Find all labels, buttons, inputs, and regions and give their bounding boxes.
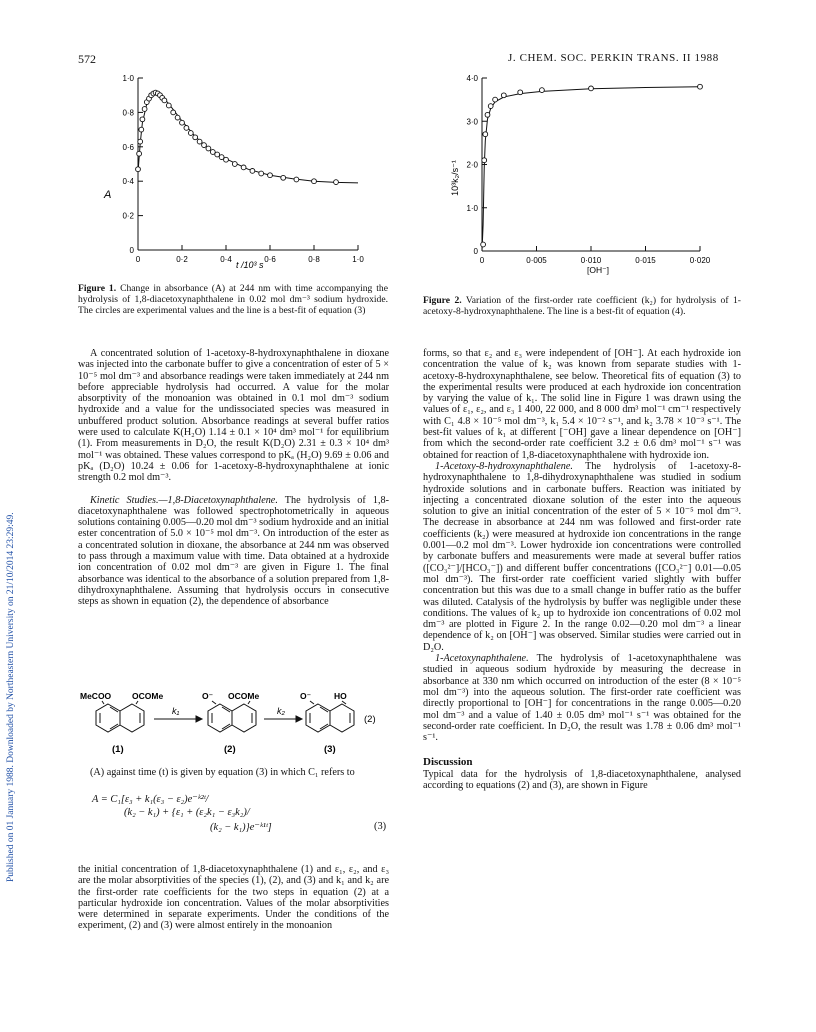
f2-y-tick-label: 4·0 — [466, 74, 478, 83]
figure-2-axes — [482, 78, 700, 251]
f1-data-point — [334, 180, 339, 185]
f1-data-point — [193, 135, 198, 140]
paragraph-absorptivities: the initial concentration of 1,8-diacetoxynaphthalene (1) and ε₁, ε₂, and ε₃ are the molar absorptivities of the species (1), (2), and (3) and k₁ and k₂ are the first-order rate coefficients for the two steps in equation (2) at a particular hydroxide ion concentration. Values of the molar absorptivities were determined in separate experiments. Under the conditions of the experiment, (2) and (3) were almost entirely in the monoanion — [78, 864, 389, 932]
reaction-scheme — [78, 690, 398, 758]
discussion-heading: Discussion — [423, 756, 473, 769]
paragraph-kinetic-studies — [78, 495, 389, 608]
f2-x-tick-label: 0·005 — [526, 256, 547, 265]
f1-data-point — [224, 157, 229, 162]
f2-fit-path — [482, 87, 700, 251]
scheme-2-right-label: OCOMe — [228, 691, 260, 701]
equation-3-line-3: (k₂ − k₁)}e⁻ᵏ¹ᵗ] — [210, 822, 272, 833]
left-column-upper — [78, 348, 389, 608]
figure-1-caption-text: Change in absorbance (A) at 244 nm with time accompanying the hydrolysis of 1,8-diacetoxynaphthalene in 0.02 mol dm⁻³ sodium hydroxide. The circles are experimental values and the line is a best-fit of equation (3) — [78, 283, 388, 316]
figure-1-points — [136, 90, 339, 184]
acetoxy-hydroxy-text: The hydrolysis of 1-acetoxy-8-hydroxynaphthalene to 1,8-dihydroxynaphthalene was studied in sodium hydroxide solutions and in carbonate buffers. Reaction was initiated by injecting a concentrated dioxane solution of the ester into the aqueous solution to give an initial concentration of the ester of 5 × 10⁻⁵ mol dm⁻³. The decrease in absorbance at 244 nm was followed and first-order rate coefficients (k₂) were measured at hydroxide ion concentrations in the range 0.001—0.2 mol dm⁻³. Lower hydroxide ion concentrations were controlled by carbonate buffers and measurements were made at several buffer ratios ([CO₃²⁻]/[HCO₃⁻]) and different buffer concentrations ([CO₃²⁻] 0.01—0.05 mol dm⁻³). The first-order rate coefficient varied slightly with buffer concentration but this was due to a small change in buffer ratio as the buffer was diluted. Catalysis of the hydrolysis by buffer was negligible under these conditions. The values of k₂ up to hydroxide ion concentrations of 0.02 mol dm⁻³ are plotted in Figure 2. In the range 0.02—0.20 mol dm⁻³ a linear dependence of k₂ on [OH⁻] was observed. Similar studies were carried out in D₂O. — [423, 460, 741, 653]
equation-3-number: (3) — [374, 821, 387, 832]
kinetic-studies-text: The hydrolysis of 1,8-diacetoxynaphthalene was followed spectrophotometrically in aqueous solutions containing 0.005—0.20 mol dm⁻³ sodium hydroxide and an initial ester concentration of 5.0 × 10⁻⁵ mol dm⁻³. On introduction of the ester as a concentrated solution in dioxane, the absorbance at 244 nm was observed to pass through a maximum value with time. Data obtained at a hydroxide ion concentration of 0.02 mol dm⁻³ are given in Figure 1. The final absorbance was identical to the absorbance of a solution prepared from 1,8-dihydroxynaphthalene. Assuming that hydrolysis occurs in consecutive steps as shown in equation (2), the dependence of absorbance — [78, 494, 389, 608]
f2-x-tick-label: 0·020 — [689, 256, 711, 265]
f1-data-point — [241, 165, 246, 170]
figure-1-caption — [78, 284, 388, 316]
f2-data-point — [481, 242, 486, 247]
figure-1-chart — [96, 68, 376, 273]
paragraph-fits: forms, so that ε₂ and ε₃ were independent of [OH⁻]. At each hydroxide ion concentration the value of k₂ was known from separate studies with 1-acetoxy-8-hydroxynaphthalene, see below. Theoretical fits of equation (3) to the experimental results were produced at each hydroxide ion concentration by varying the value of k₁. The solid line in Figure 1 was drawn using the values of ε₁, ε₂, and ε₃ 1 400, 22 000, and 8 000 dm³ mol⁻¹ cm⁻¹ respectively with C₁ 4.8 × 10⁻⁵ mol dm⁻³, k₁ 5.4 × 10⁻² s⁻¹, and k₂ 3.78 × 10⁻³ s⁻¹. The best-fit values of k₁ at different [⁻OH] gave a linear dependence on [OH⁻] from which the second-order rate coefficient 3.2 ± 0.6 dm³ mol⁻¹ s⁻¹ was obtained for reaction of 1,8-diacetoxynaphthalene with hydroxide ion. — [423, 348, 741, 461]
f2-x-tick-label: 0 — [479, 256, 485, 265]
equation-3-line-1: A = C₁[ε₃ + k₁(ε₃ − ε₂)e⁻ᵏ²ᵗ/ — [92, 794, 209, 805]
f1-data-point — [232, 162, 237, 167]
figure-2-x-label: [OH⁻] — [587, 265, 609, 275]
scheme-1-right-label: OCOMe — [132, 691, 164, 701]
f2-data-point — [485, 112, 490, 117]
f1-data-point — [202, 143, 207, 148]
f1-data-point — [136, 167, 141, 172]
reaction-arrows — [154, 716, 302, 722]
figure-2-points — [481, 84, 703, 247]
f1-data-point — [312, 179, 317, 184]
f1-data-point — [206, 146, 211, 151]
f2-data-point — [483, 132, 488, 137]
f2-data-point — [698, 84, 703, 89]
f1-data-point — [166, 103, 171, 108]
scheme-3-left-label: O⁻ — [300, 691, 312, 701]
f1-x-tick-label: 0·4 — [220, 255, 232, 264]
f1-data-point — [175, 115, 180, 120]
acetoxy-title: 1-Acetoxynaphthalene. — [435, 653, 529, 665]
scheme-1-left-label: MeCOO — [80, 691, 112, 701]
f1-data-point — [184, 126, 189, 131]
naphthalene-2 — [208, 701, 256, 732]
left-column-lower — [78, 864, 389, 932]
figure-2-caption — [423, 296, 741, 318]
f1-x-tick-label: 1·0 — [352, 255, 364, 264]
f1-data-point — [180, 120, 185, 125]
figure-1-caption-label: Figure 1. — [78, 283, 117, 294]
equation-3 — [92, 793, 392, 845]
f2-data-point — [589, 86, 594, 91]
f1-data-point — [268, 173, 273, 178]
f1-data-point — [138, 139, 143, 144]
f1-data-point — [281, 175, 286, 180]
f2-y-tick-label: 0 — [473, 247, 478, 256]
paragraph-acetoxy — [423, 653, 741, 743]
figure-1-y-label: A — [104, 189, 112, 201]
journal-header: J. CHEM. SOC. PERKIN TRANS. II 1988 — [508, 52, 719, 64]
publication-sidebar — [0, 170, 16, 890]
f2-data-point — [482, 158, 487, 163]
figure-2-chart — [440, 68, 720, 278]
page-number: 572 — [78, 52, 96, 66]
f1-x-tick-label: 0·2 — [176, 255, 188, 264]
f1-x-tick-label: 0·6 — [264, 255, 276, 264]
f2-data-point — [488, 104, 493, 109]
f1-data-point — [259, 171, 264, 176]
f1-y-tick-label: 1·0 — [122, 74, 134, 83]
f2-y-tick-label: 1·0 — [466, 203, 478, 213]
f2-y-tick-label: 3·0 — [466, 117, 478, 127]
f1-data-point — [162, 98, 167, 103]
f1-x-tick-label: 0 — [135, 255, 141, 264]
f2-y-tick-label: 2·0 — [466, 160, 478, 170]
left-column-eq-intro — [78, 767, 389, 778]
acetoxy-text: The hydrolysis of 1-acetoxynaphthalene was studied in aqueous sodium hydroxide by measuring the decrease in absorbance at 330 nm which occurred on introduction of the ester (8 × 10⁻⁵ mol dm⁻³) into the aqueous solution. The first-order rate coefficient was directly proportional to [OH⁻] for concentrations in the range 0.005—0.20 mol dm⁻³ and a value of 1.40 ± 0.05 dm³ mol⁻¹ s⁻¹ was obtained for the second-order rate coefficient. In D₂O, the result was 1.78 ± 0.06 dm³ mol⁻¹ s⁻¹. — [423, 653, 741, 744]
naphthalene-3 — [306, 701, 354, 732]
f1-y-tick-label: 0·2 — [122, 211, 134, 221]
f1-data-point — [188, 131, 193, 136]
paragraph-acetoxy-hydroxy — [423, 461, 741, 653]
kinetic-studies-title: Kinetic Studies.—1,8-Diacetoxynaphthalene. — [90, 494, 278, 506]
paragraph-pka: A concentrated solution of 1-acetoxy-8-hydroxynaphthalene in dioxane was injected into the carbonate buffer to give a concentration of ester of 5 × 10⁻⁵ mol dm⁻³ and absorbance readings were taken immediately at 244 nm before appreciable hydrolysis had occurred. A value for the molar absorptivity of the monoanion was obtained in 0.1 mol dm⁻³ sodium hydroxide and a value for the undissociated species was measured in unbuffered product solution. Absorbance readings at several buffer ratios were used to calculate K(H₂O) 1.14 ± 0.1 × 10⁴ dm³ mol⁻¹ for equilibrium (1). From measurements in D₂O, the result K(D₂O) 2.31 ± 0.3 × 10⁴ dm³ mol⁻¹ was obtained. These values correspond to pKₐ (H₂O) 9.69 ± 0.06 and pKₐ (D₂O) 10.24 ± 0.06 for 1-acetoxy-8-hydroxynaphthalene at ionic strength 0.2 mol dm⁻³. — [78, 348, 389, 484]
f1-y-tick-label: 0 — [129, 246, 134, 255]
figure-2-fit-line — [482, 87, 700, 251]
figure-2-y-label: 10³k₂/s⁻¹ — [450, 160, 460, 196]
figure-2-ticks — [466, 74, 710, 265]
publication-note: Published on 01 January 1988. Downloaded by Northeastern University on 21/10/2014 23:29:49. — [6, 512, 16, 882]
naphthalene-1 — [96, 701, 144, 732]
f1-data-point — [142, 107, 147, 112]
figure-2-caption-text: Variation of the first-order rate coefficient (k₂) for hydrolysis of 1-acetoxy-8-hydroxynaphthalene. The line is a best-fit of equation (4). — [423, 295, 741, 317]
f1-data-point — [171, 110, 176, 115]
f2-data-point — [540, 88, 545, 93]
f2-data-point — [501, 93, 506, 98]
f1-data-point — [197, 139, 202, 144]
f1-data-point — [294, 177, 299, 182]
scheme-2-left-label: O⁻ — [202, 691, 214, 701]
figure-1-x-label: t /10³ s — [236, 260, 264, 270]
f2-x-tick-label: 0·015 — [635, 256, 656, 265]
paragraph-discussion: Typical data for the hydrolysis of 1,8-diacetoxynaphthalene, analysed according to equations (2) and (3), are shown in Figure — [423, 768, 741, 791]
f2-data-point — [493, 97, 498, 102]
right-column — [423, 348, 741, 791]
compound-3-label: (3) — [324, 744, 336, 755]
f1-y-tick-label: 0·8 — [122, 108, 134, 118]
k1-label: k₁ — [172, 706, 180, 716]
figure-2-caption-label: Figure 2. — [423, 295, 462, 306]
acetoxy-hydroxy-title: 1-Acetoxy-8-hydroxynaphthalene. — [435, 460, 573, 472]
f1-data-point — [137, 151, 142, 156]
equation-3-line-2: (k₂ − k₁) + {ε₁ + (ε₂k₁ − ε₃k₂)/ — [124, 807, 250, 818]
scheme-equation-number: (2) — [364, 714, 376, 725]
f1-data-point — [215, 152, 220, 157]
compound-1-label: (1) — [112, 744, 124, 755]
scheme-3-right-label: HO — [334, 691, 347, 701]
k2-label: k₂ — [277, 706, 285, 716]
f2-data-point — [518, 90, 523, 95]
f1-data-point — [140, 117, 145, 122]
f1-y-tick-label: 0·6 — [122, 142, 134, 152]
f1-x-tick-label: 0·8 — [308, 255, 320, 264]
f2-x-tick-label: 0·010 — [580, 256, 602, 265]
f1-data-point — [219, 155, 224, 160]
f1-data-point — [250, 169, 255, 174]
f1-data-point — [139, 127, 144, 132]
compound-2-label: (2) — [224, 744, 236, 755]
paragraph-eq-intro: (A) against time (t) is given by equation (3) in which C₁ refers to — [90, 767, 355, 778]
f1-y-tick-label: 0·4 — [122, 177, 134, 187]
